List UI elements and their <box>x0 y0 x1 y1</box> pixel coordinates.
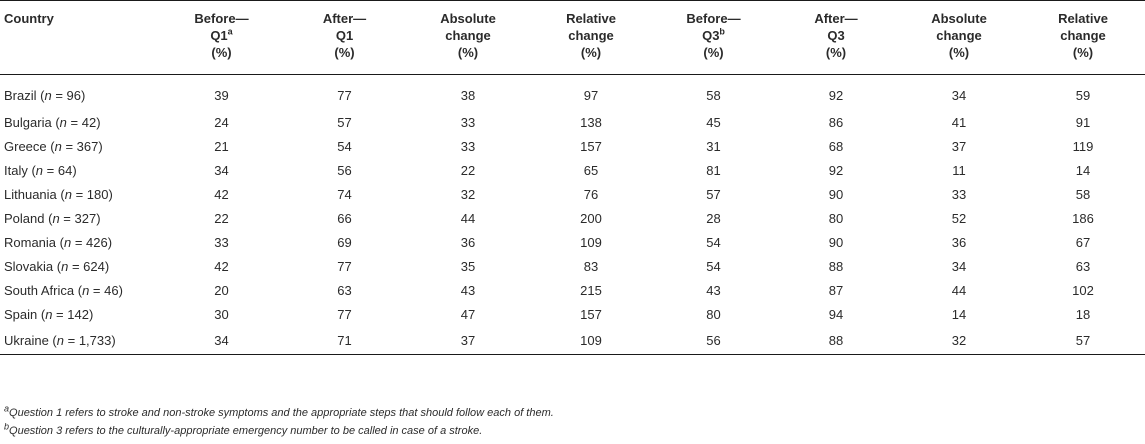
sample-size-symbol: n <box>45 307 53 322</box>
header-line: Before— <box>686 11 741 26</box>
value-cell: 109 <box>530 327 652 355</box>
value-cell: 34 <box>951 88 967 103</box>
table-row <box>0 279 1145 303</box>
header-line: (%) <box>457 45 479 60</box>
value-cell: 92 <box>828 163 844 178</box>
value-cell: 88 <box>775 327 897 355</box>
country-cell: South Africa (n = 46) <box>4 283 123 298</box>
value-cell: 22 <box>460 163 476 178</box>
country-name: Bulgaria <box>4 115 52 130</box>
column-header <box>652 1 775 75</box>
sample-size: 624 <box>83 259 105 274</box>
value-cell: 56 <box>652 327 775 355</box>
value-cell: 24 <box>214 115 229 130</box>
table-row <box>0 135 1145 159</box>
table-row <box>0 159 1145 183</box>
value-cell: 76 <box>583 187 599 202</box>
column-header <box>160 1 283 75</box>
table-row <box>0 231 1145 255</box>
value-cell: 58 <box>1075 187 1091 202</box>
value-cell: 74 <box>337 187 352 202</box>
header-line: Absolute <box>931 11 987 26</box>
sample-size-symbol: n <box>59 115 67 130</box>
sample-size-symbol: n <box>64 187 72 202</box>
value-cell: 14 <box>1075 163 1091 178</box>
footnote-marker: a <box>4 403 10 414</box>
value-cell: 32 <box>460 187 476 202</box>
header-line: change <box>936 28 982 43</box>
country-name: Slovakia <box>4 259 54 274</box>
country-cell: Romania (n = 426) <box>4 235 113 250</box>
header-line: After— <box>322 11 367 26</box>
header-line: Q1 <box>335 28 354 43</box>
value-cell: 34 <box>951 259 967 274</box>
value-cell: 88 <box>828 259 844 274</box>
value-cell: 57 <box>337 115 352 130</box>
value-cell: 42 <box>214 187 229 202</box>
value-cell: 39 <box>214 88 229 103</box>
footnote-text: Question 1 refers to stroke and non-stroke symptoms and the appropriate steps that should follow each of them. <box>9 407 554 419</box>
header-line: After— <box>814 11 858 26</box>
country-name: Spain <box>4 307 38 322</box>
sample-size-symbol: n <box>54 139 62 154</box>
sample-size: 96 <box>66 88 81 103</box>
value-cell: 20 <box>214 283 229 298</box>
header-line: change <box>568 28 614 43</box>
header-line: Q3 <box>827 28 845 43</box>
footnote <box>4 404 554 422</box>
value-cell: 71 <box>283 327 406 355</box>
country-name: Romania <box>4 235 57 250</box>
value-cell: 83 <box>583 259 599 274</box>
value-cell: 42 <box>214 259 229 274</box>
value-cell: 21 <box>214 139 229 154</box>
sample-size-symbol: n <box>61 259 69 274</box>
country-cell: Spain (n = 142) <box>4 307 94 322</box>
value-cell: 31 <box>706 139 721 154</box>
sample-size: 367 <box>76 139 99 154</box>
value-cell: 138 <box>580 115 602 130</box>
header-line: Q1 <box>210 28 228 43</box>
value-cell: 41 <box>951 115 967 130</box>
value-cell: 97 <box>583 88 599 103</box>
country-name: Poland <box>4 211 45 226</box>
value-cell: 200 <box>580 211 602 226</box>
value-cell: 52 <box>951 211 967 226</box>
value-cell: 54 <box>706 259 721 274</box>
table-row <box>0 207 1145 231</box>
value-cell: 36 <box>460 235 476 250</box>
table-row <box>0 303 1145 327</box>
footnote <box>4 422 554 440</box>
value-cell: 94 <box>828 307 844 322</box>
value-cell: 22 <box>214 211 229 226</box>
sample-size: 426 <box>86 235 108 250</box>
value-cell: 63 <box>337 283 352 298</box>
country-cell: Slovakia (n = 624) <box>4 259 110 274</box>
value-cell: 119 <box>1072 139 1094 154</box>
header-line: (%) <box>948 45 970 60</box>
value-cell: 58 <box>706 88 721 103</box>
footnote-marker: a <box>227 26 233 37</box>
country-name: Lithuania <box>4 187 57 202</box>
header-row <box>0 1 1145 75</box>
value-cell: 28 <box>706 211 721 226</box>
column-header <box>406 1 530 75</box>
value-cell: 45 <box>706 115 721 130</box>
value-cell: 80 <box>828 211 844 226</box>
header-line: (%) <box>1072 45 1094 60</box>
value-cell: 63 <box>1075 259 1091 274</box>
table-row <box>0 255 1145 279</box>
header-line: (%) <box>580 45 602 60</box>
value-cell: 102 <box>1072 283 1094 298</box>
country-cell: Greece (n = 367) <box>4 139 103 154</box>
header-line: Country <box>4 11 54 26</box>
value-cell: 80 <box>706 307 721 322</box>
country-cell: Ukraine (n = 1,733) <box>0 327 160 355</box>
header-line: (%) <box>703 45 724 60</box>
value-cell: 90 <box>828 235 844 250</box>
value-cell: 44 <box>460 211 476 226</box>
value-cell: 86 <box>828 115 844 130</box>
sample-size-symbol: n <box>82 283 90 298</box>
value-cell: 33 <box>951 187 967 202</box>
header-line: change <box>445 28 491 43</box>
country-name: South Africa <box>4 283 75 298</box>
value-cell: 186 <box>1072 211 1094 226</box>
country-name: Italy <box>4 163 28 178</box>
footnote-marker: b <box>4 421 10 432</box>
value-cell: 14 <box>951 307 967 322</box>
footnote-marker: b <box>719 26 725 37</box>
table-row <box>0 183 1145 207</box>
header-line: Relative <box>1058 11 1108 26</box>
sample-size: 180 <box>86 187 109 202</box>
header-line: change <box>1060 28 1106 43</box>
value-cell: 68 <box>828 139 844 154</box>
value-cell: 33 <box>460 139 476 154</box>
sample-size: 327 <box>74 211 97 226</box>
sample-size-symbol: n <box>56 332 64 348</box>
sample-size: 64 <box>57 163 73 178</box>
sample-size: 42 <box>81 115 97 130</box>
column-header <box>283 1 406 75</box>
value-cell: 30 <box>214 307 229 322</box>
country-cell: Brazil (n = 96) <box>4 88 86 103</box>
country-name: Brazil <box>4 88 37 103</box>
header-line: (%) <box>211 45 232 60</box>
footnotes <box>4 404 554 440</box>
value-cell: 35 <box>460 259 476 274</box>
country-name: Greece <box>4 139 47 154</box>
sample-size: 46 <box>104 283 119 298</box>
value-cell: 157 <box>580 139 602 154</box>
value-cell: 56 <box>337 163 352 178</box>
value-cell: 90 <box>828 187 844 202</box>
value-cell: 33 <box>460 115 476 130</box>
column-header <box>530 1 652 75</box>
sample-size: 1,733 <box>78 332 112 348</box>
header-line: Relative <box>566 11 616 26</box>
value-cell: 44 <box>951 283 967 298</box>
sample-size-symbol: n <box>63 235 72 250</box>
table-body <box>0 75 1145 355</box>
value-cell: 33 <box>214 235 229 250</box>
value-cell: 59 <box>1075 88 1091 103</box>
value-cell: 43 <box>706 283 721 298</box>
column-header <box>775 1 897 75</box>
value-cell: 65 <box>583 163 599 178</box>
value-cell: 11 <box>952 163 966 178</box>
sample-size-symbol: n <box>52 211 60 226</box>
country-cell: Poland (n = 327) <box>4 211 101 226</box>
value-cell: 47 <box>460 307 476 322</box>
value-cell: 54 <box>337 139 352 154</box>
value-cell: 109 <box>580 235 602 250</box>
value-cell: 34 <box>160 327 283 355</box>
value-cell: 57 <box>706 187 721 202</box>
table-row <box>0 75 1145 112</box>
sample-size: 142 <box>67 307 89 322</box>
value-cell: 77 <box>337 88 352 103</box>
value-cell: 77 <box>337 307 352 322</box>
footnote-text: Question 3 refers to the culturally-appropriate emergency number to be called in case of a stroke. <box>9 425 483 437</box>
sample-size-symbol: n <box>44 88 52 103</box>
value-cell: 57 <box>1021 327 1145 355</box>
country-cell: Italy (n = 64) <box>4 163 77 178</box>
value-cell: 77 <box>337 259 352 274</box>
country-cell: Lithuania (n = 180) <box>4 187 113 202</box>
column-header <box>1021 1 1145 75</box>
sample-size-symbol: n <box>35 163 44 178</box>
header-line: Before— <box>194 11 249 26</box>
country-name: Ukraine <box>4 332 49 348</box>
value-cell: 34 <box>214 163 229 178</box>
table-row <box>0 111 1145 135</box>
value-cell: 92 <box>828 88 844 103</box>
value-cell: 37 <box>406 327 530 355</box>
country-cell: Bulgaria (n = 42) <box>4 115 101 130</box>
value-cell: 18 <box>1075 307 1091 322</box>
header-line: (%) <box>334 45 355 60</box>
value-cell: 215 <box>580 283 602 298</box>
table-row <box>0 327 1145 355</box>
value-cell: 54 <box>706 235 721 250</box>
value-cell: 67 <box>1075 235 1091 250</box>
header-line: Absolute <box>440 11 496 26</box>
header-line: Q3 <box>702 28 720 43</box>
value-cell: 69 <box>337 235 352 250</box>
value-cell: 66 <box>337 211 352 226</box>
column-header-country <box>0 1 160 75</box>
column-header <box>897 1 1021 75</box>
value-cell: 32 <box>897 327 1021 355</box>
value-cell: 36 <box>951 235 967 250</box>
value-cell: 37 <box>951 139 967 154</box>
value-cell: 81 <box>706 163 721 178</box>
value-cell: 87 <box>828 283 844 298</box>
value-cell: 91 <box>1075 115 1091 130</box>
header-line: (%) <box>825 45 847 60</box>
value-cell: 43 <box>460 283 476 298</box>
value-cell: 157 <box>580 307 602 322</box>
value-cell: 38 <box>460 88 476 103</box>
